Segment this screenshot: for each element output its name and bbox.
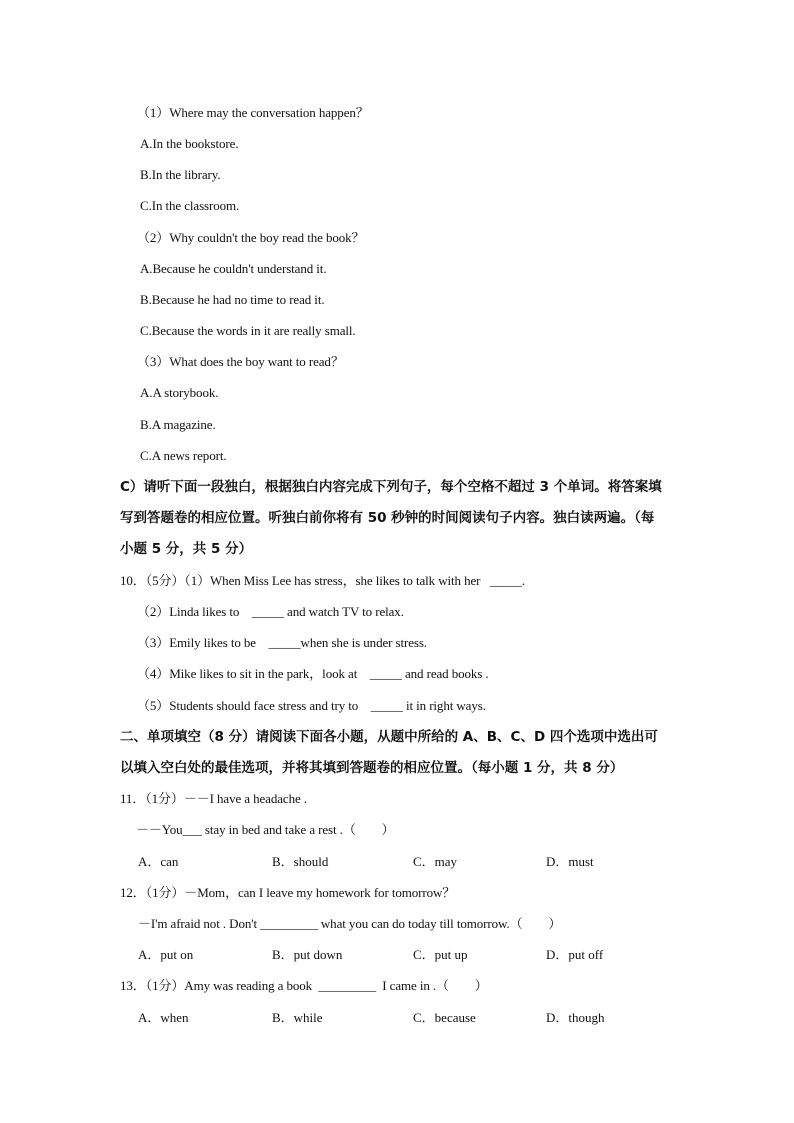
question-3: （3）What does the boy want to read？: [137, 354, 344, 369]
option-a: A.In the bookstore.: [140, 136, 239, 151]
question-10: 10．（5分）（1）When Miss Lee has stress，she likes to talk with her _____.: [120, 573, 525, 588]
fill-item-3: （3）Emily likes to be _____when she is under stress.: [137, 635, 427, 650]
section-c-instructions-line-3: 小题 5 分，共 5 分）: [120, 541, 253, 557]
option-b: B.Because he had no time to read it.: [140, 292, 325, 307]
question-12: 12．（1分）－Mom，can I leave my homework for tomorrow？: [120, 885, 456, 900]
option-a: A．put on: [138, 947, 194, 962]
option-c: C.A news report.: [140, 448, 227, 463]
option-d: D．must: [546, 854, 594, 869]
option-b: B．should: [272, 854, 329, 869]
option-a: A．when: [138, 1010, 189, 1025]
option-d: D．put off: [546, 947, 604, 962]
option-a: A．can: [138, 854, 179, 869]
option-c: C.In the classroom.: [140, 198, 240, 213]
question-11-response: －－You___ stay in bed and take a rest .（ ）: [136, 822, 395, 837]
question-2: （2）Why couldn't the boy read the book？: [137, 230, 365, 245]
part-2-instructions-line-2: 以填入空白处的最佳选项，并将其填到答题卷的相应位置。（每小题 1 分，共 8 分）: [120, 760, 624, 776]
option-b: B.A magazine.: [140, 417, 216, 432]
option-b: B.In the library.: [140, 167, 221, 182]
section-c-instructions-line-1: C）请听下面一段独白，根据独白内容完成下列句子，每个空格不超过 3 个单词。将答案填: [120, 479, 662, 495]
option-c: C．because: [413, 1010, 476, 1025]
option-c: C．may: [413, 854, 458, 869]
option-c: C．put up: [413, 947, 468, 962]
part-2-instructions-line-1: 二、单项填空（8 分）请阅读下面各小题，从题中所给的 A、B、C、D 四个选项中选出可: [120, 729, 658, 745]
fill-item-2: （2）Linda likes to _____ and watch TV to relax.: [137, 604, 404, 619]
fill-item-5: （5）Students should face stress and try to _____ it in right ways.: [137, 698, 486, 713]
option-b: B．while: [272, 1010, 323, 1025]
question-13: 13．（1分）Amy was reading a book _________ I came in .（ ）: [120, 978, 488, 993]
question-11: 11．（1分）－－I have a headache .: [120, 791, 307, 806]
option-c: C.Because the words in it are really small.: [140, 323, 356, 338]
question-1: （1）Where may the conversation happen？: [137, 105, 369, 120]
option-a: A.A storybook.: [140, 385, 219, 400]
section-c-instructions-line-2: 写到答题卷的相应位置。听独白前你将有 50 秒钟的时间阅读句子内容。独白读两遍。（每: [120, 510, 655, 526]
option-a: A.Because he couldn't understand it.: [140, 261, 327, 276]
question-12-response: －I'm afraid not . Don't _________ what you can do today till tomorrow.（ ）: [138, 916, 562, 931]
option-d: D．though: [546, 1010, 605, 1025]
fill-item-4: （4）Mike likes to sit in the park，look at _____ and read books .: [137, 666, 489, 681]
option-b: B．put down: [272, 947, 343, 962]
